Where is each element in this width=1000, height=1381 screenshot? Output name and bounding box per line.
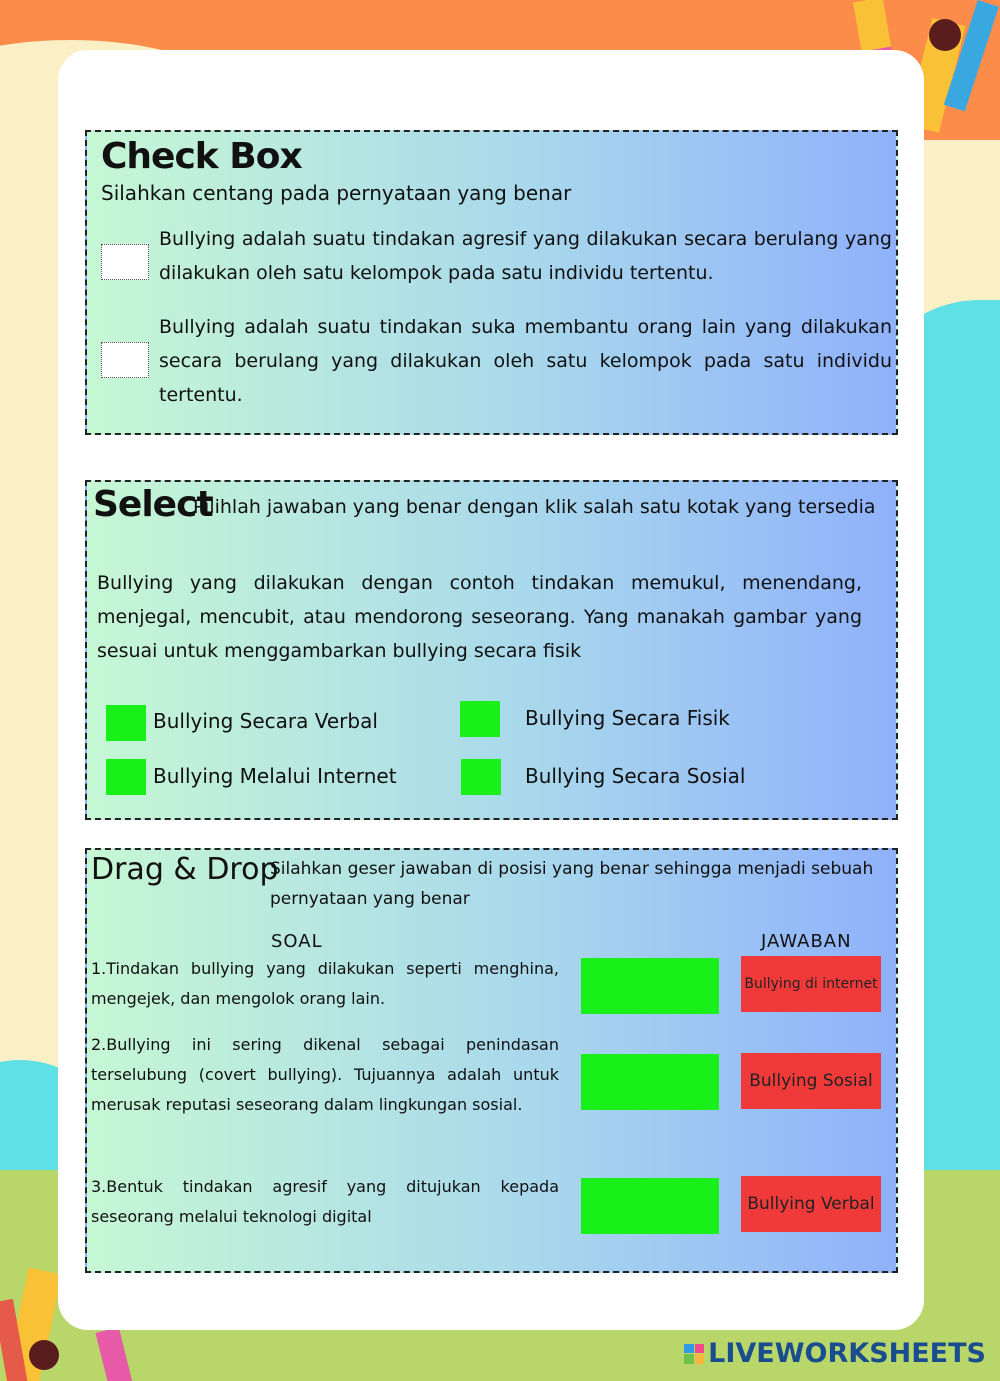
- logo-text: LIVEWORKSHEETS: [708, 1338, 986, 1369]
- checkbox-instruction: Silahkan centang pada pernyataan yang benar: [101, 181, 572, 205]
- checkbox-panel: [85, 130, 898, 435]
- drop-zone-1[interactable]: [581, 958, 719, 1014]
- question-1: 1.Tindakan bullying yang dilakukan seperti menghina, mengejek, dan mengolok orang lain.: [91, 959, 559, 1008]
- question-3: 3.Bentuk tindakan agresif yang ditujukan kepada seseorang melalui teknologi digital: [91, 1177, 559, 1226]
- select-title: Select: [93, 484, 213, 525]
- drop-zone-3[interactable]: [581, 1178, 719, 1234]
- question-2: 2.Bullying ini sering dikenal sebagai penindasan terselubung (covert bullying). Tujuannya adalah untuk merusak reputasi seseorang dalam lingkungan sosial.: [91, 1035, 559, 1114]
- option-box-verbal[interactable]: [106, 705, 146, 741]
- drop-zone-2[interactable]: [581, 1054, 719, 1110]
- answer-card-internet[interactable]: Bullying di internet: [741, 956, 881, 1012]
- option-label-internet: Bullying Melalui Internet: [153, 764, 397, 788]
- option-label-verbal: Bullying Secara Verbal: [153, 709, 378, 733]
- checkbox-1[interactable]: [101, 244, 149, 280]
- answer-card-verbal[interactable]: Bullying Verbal: [741, 1176, 881, 1232]
- select-question: Bullying yang dilakukan dengan contoh tindakan memukul, menendang, menjegal, mencubit, atau mendorong seseorang. Yang manakah gambar yang sesuai untuk menggambarkan bullying secara fisik: [97, 572, 862, 662]
- dragdrop-panel: [85, 848, 898, 1273]
- option-box-fisik[interactable]: [460, 701, 500, 737]
- option-box-sosial[interactable]: [461, 759, 501, 795]
- checkbox-statement-2: Bullying adalah suatu tindakan suka membantu orang lain yang dilakukan secara berulang yang dilakukan oleh satu kelompok pada satu individu tertentu.: [159, 316, 892, 406]
- dragdrop-instruction: Silahkan geser jawaban di posisi yang benar sehingga menjadi sebuah pernyataan yang benar: [270, 859, 874, 909]
- select-instruction: Pilihlah jawaban yang benar dengan klik salah satu kotak yang tersedia: [193, 496, 876, 518]
- option-label-sosial: Bullying Secara Sosial: [525, 764, 746, 788]
- checkbox-statement-1: Bullying adalah suatu tindakan agresif yang dilakukan secara berulang yang dilakukan oleh satu kelompok pada satu individu tertentu.: [159, 228, 892, 284]
- logo-badge-icon: [684, 1344, 704, 1364]
- select-panel: [85, 480, 898, 820]
- dragdrop-title: Drag & Drop: [91, 852, 279, 887]
- option-label-fisik: Bullying Secara Fisik: [525, 706, 730, 730]
- liveworksheets-logo: [684, 1338, 986, 1369]
- answer-card-sosial[interactable]: Bullying Sosial: [741, 1053, 881, 1109]
- option-box-internet[interactable]: [106, 759, 146, 795]
- checkbox-2[interactable]: [101, 342, 149, 378]
- checkbox-title: Check Box: [101, 136, 302, 177]
- soal-header: SOAL: [271, 931, 323, 952]
- jawaban-header: JAWABAN: [761, 931, 852, 952]
